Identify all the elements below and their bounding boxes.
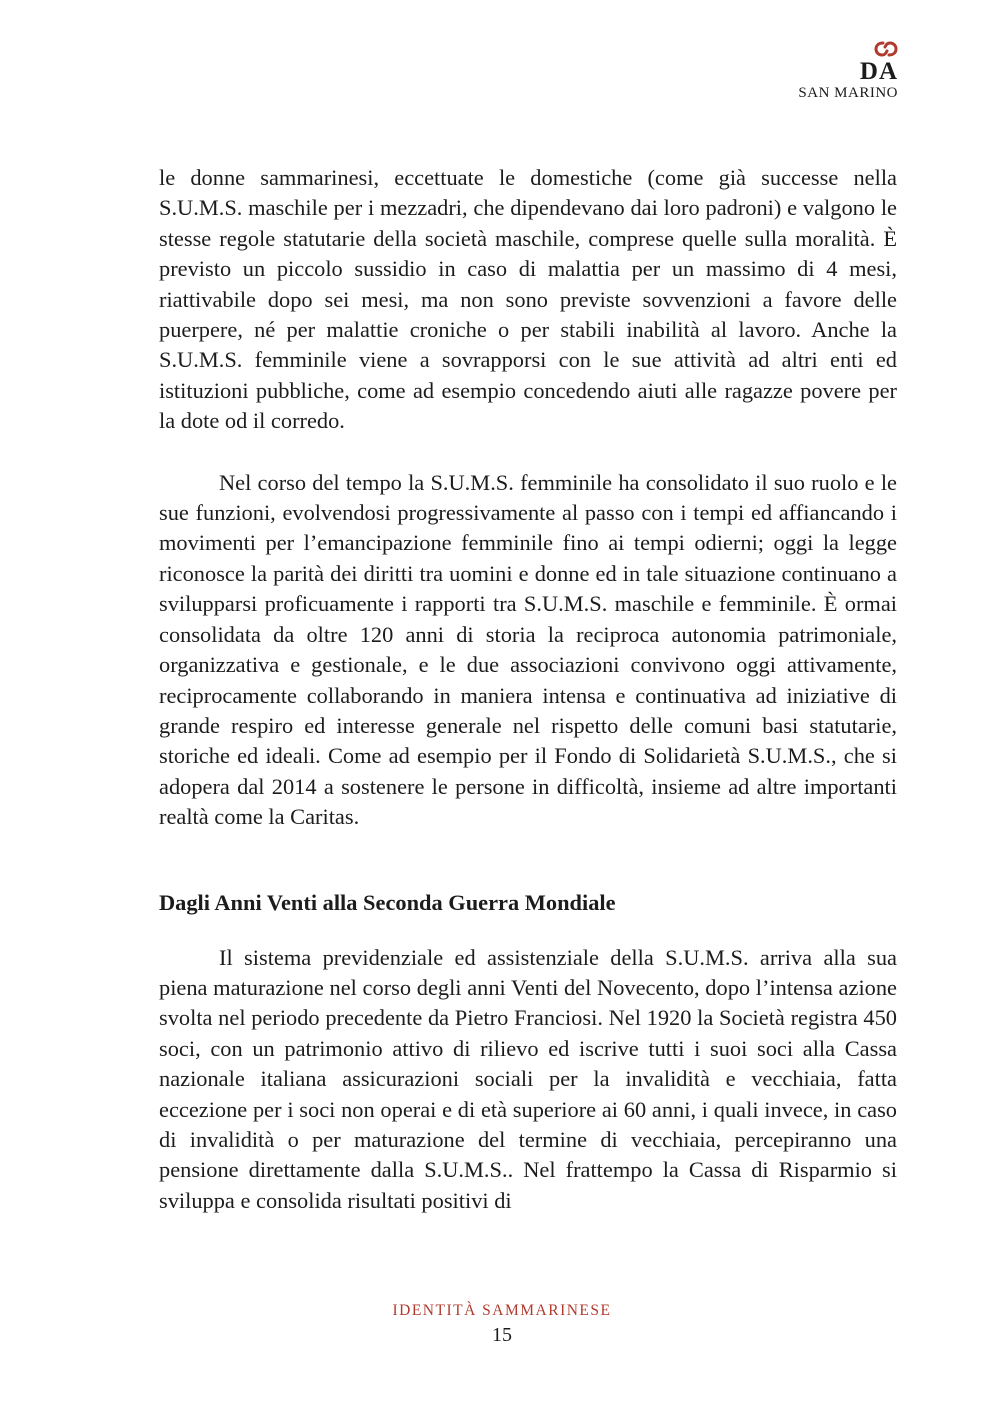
publication-logo (798, 40, 898, 102)
page-number: 15 (492, 1324, 512, 1346)
body-paragraph-3: Il sistema previdenziale ed assistenziale della S.U.M.S. arriva alla sua piena maturazione nel corso degli anni Venti del Novecento, dopo l’intensa azione svolta nel periodo precedente da Pietro Franciosi. Nel 1920 la Società registra 450 soci, con un patrimonio attivo di rilievo ed iscrive tutti i suoi soci alla Cassa nazionale italiana assicurazioni sociali per la invalidità e vecchiaia, fatta eccezione per i soci non operai e di età superiore ai 60 anni, i quali invece, in caso di invalidità o per maturazione del termine di vecchiaia, percepiranno una pensione direttamente dalla S.U.M.S.. Nel frattempo la Cassa di Risparmio si sviluppa e consolida risultati positivi di (159, 944, 897, 1213)
logo-title: DA (859, 58, 898, 85)
logo-subtitle: SAN MARINO (798, 85, 898, 101)
footer-series-title: IDENTITÀ SAMMARINESE (392, 1302, 612, 1319)
body-paragraph-2: Nel corso del tempo la S.U.M.S. femminile ha consolidato il suo ruolo e le sue funzioni, evolvendosi progressivamente al passo con i tempi ed affiancando i movimenti per l’emancipazione femminile fino ai tempi odierni; oggi la legge riconosce la parità dei diritti tra uomini e donne ed in tale situazione continuano a svilupparsi proficuamente i rapporti tra S.U.M.S. maschile e femminile. È ormai consolidata da oltre 120 anni di storia la reciproca autonomia patrimoniale, organizzativa e gestionale, e le due associazioni convivono oggi attivamente, reciprocamente collaborando in maniera intensa e continuativa ad iniziative di grande respiro ed interesse generale nel rispetto delle comuni basi statutarie, storiche ed ideali. Come ad esempio per il Fondo di Solidarietà S.U.M.S., che si adopera dal 2014 a sostenere le persone in difficoltà, insieme ad altre importanti realtà come la Caritas. (159, 469, 897, 830)
entwined-rings-icon-graphic (874, 40, 898, 58)
page-body (159, 163, 897, 1216)
section-heading: Dagli Anni Venti alla Seconda Guerra Mondiale (159, 889, 616, 915)
entwined-rings-icon (798, 40, 898, 60)
body-paragraph-1: le donne sammarinesi, eccettuate le domestiche (come già successe nella S.U.M.S. maschile per i mezzadri, che dipendevano dai loro padroni) e valgono le stesse regole statutarie della società maschile, comprese quelle sulla moralità. È previsto un piccolo sussidio in caso di malattia per un massimo di 4 mesi, riattivabile dopo sei mesi, ma non sono previste sovvenzioni a favore delle puerpere, né per malattie croniche o per stabili inabilità al lavoro. Anche la S.U.M.S. femminile viene a sovrapporsi con le sue attività ad altri enti ed istituzioni pubbliche, come ad esempio concedendo aiuti alle ragazze povere per la dote od il corredo. (159, 165, 897, 434)
page-footer (0, 1300, 1004, 1348)
